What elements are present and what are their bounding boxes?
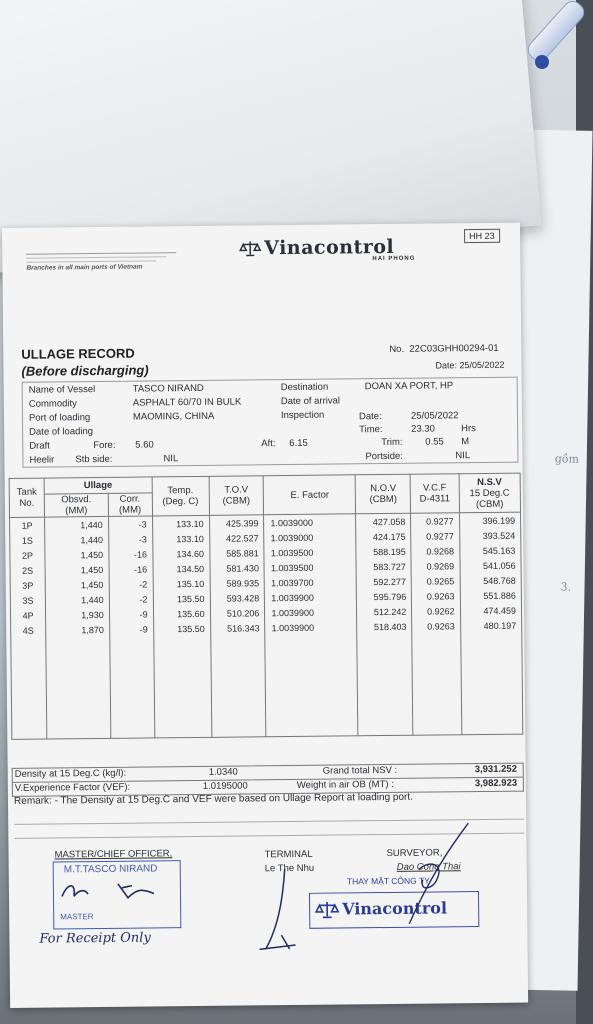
page-title — [21, 344, 148, 379]
cell-vcf: 0.9268 — [411, 543, 459, 559]
cell-tov: 589.935 — [210, 575, 265, 591]
empty-cell — [110, 678, 154, 692]
empty-cell — [460, 633, 522, 648]
cell-obsvd: 1,930 — [46, 607, 110, 623]
cell-corr: -3 — [108, 516, 152, 532]
empty-cell — [47, 707, 111, 722]
cell-tank: 1S — [10, 533, 45, 548]
master-stamp-text: M.T.TASCO NIRAND — [63, 863, 158, 876]
cell-nsv: 548.768 — [460, 573, 522, 589]
pen-tip — [535, 55, 549, 69]
tov-unit: (CBM) — [222, 495, 251, 507]
ullage-table — [9, 473, 524, 740]
trim-unit: M — [461, 436, 470, 448]
empty-cell — [11, 638, 46, 652]
empty-cell — [413, 689, 461, 704]
insp-date-value: 25/05/2022 — [410, 410, 459, 422]
cell-tank: 2S — [10, 563, 45, 578]
cell-corr: -16 — [109, 546, 153, 561]
no-value: 22C03GHH00294-01 — [409, 342, 499, 355]
cell-temp: 133.10 — [152, 515, 209, 531]
cell-nsv: 474.459 — [460, 603, 522, 619]
empty-cell — [413, 731, 461, 735]
cell-vcf: 0.9269 — [411, 558, 459, 574]
vinacontrol-logo — [240, 236, 394, 260]
trim-label: Trim: — [381, 436, 403, 449]
cell-corr: -9 — [109, 621, 153, 636]
empty-cell — [110, 720, 154, 734]
insp-date-label: Date: — [358, 411, 382, 423]
cell-vcf: 0.9262 — [412, 603, 460, 619]
vessel-info-box — [22, 377, 519, 468]
temp-unit: (Deg. C) — [162, 495, 199, 508]
empty-cell — [358, 718, 413, 733]
empty-cell — [154, 706, 211, 721]
cell-nov: 592.277 — [357, 574, 412, 590]
empty-cell — [11, 694, 46, 708]
date-loading-label: Date of loading — [29, 426, 94, 438]
corr-header: Corr. — [119, 493, 141, 505]
empty-cell — [153, 636, 210, 651]
col-nov — [356, 474, 411, 514]
empty-cell — [413, 703, 461, 718]
brand-sub: HAI PHONG — [372, 255, 416, 263]
empty-cell — [413, 717, 461, 732]
cell-nov: 588.195 — [356, 544, 411, 560]
company-address — [26, 250, 176, 273]
cell-nsv: 480.197 — [460, 618, 522, 634]
grand-value: 3,931.252 — [474, 763, 518, 776]
vessel-value: TASCO NIRAND — [132, 382, 204, 395]
master-stamp — [53, 860, 182, 929]
empty-cell — [110, 734, 154, 738]
empty-cell — [413, 675, 461, 690]
cell-vcf: 0.9277 — [411, 528, 459, 544]
cell-tov: 516.343 — [210, 620, 265, 636]
no-label: No. — [389, 343, 405, 355]
empty-cell — [154, 734, 211, 738]
empty-cell — [211, 691, 266, 706]
empty-cell — [461, 675, 523, 690]
cell-obsvd: 1,450 — [45, 562, 109, 578]
vcf-unit: D-4311 — [419, 493, 451, 505]
col-efactor: E. Factor — [263, 475, 356, 515]
cell-tov: 425.399 — [209, 515, 264, 531]
cell-ef: 1.0039500 — [264, 544, 356, 560]
cell-obsvd: 1,440 — [45, 592, 109, 608]
portside-value: NIL — [455, 450, 471, 462]
empty-cell — [110, 664, 154, 678]
cell-vcf: 0.9277 — [411, 513, 459, 529]
trim-value: 0.55 — [425, 436, 444, 448]
empty-cell — [12, 736, 47, 740]
aft-value: 6.15 — [289, 437, 308, 450]
empty-cell — [266, 732, 358, 736]
empty-cell — [412, 633, 460, 648]
empty-cell — [358, 690, 413, 705]
empty-cell — [357, 648, 412, 663]
col-vcf — [410, 474, 459, 514]
side-handwriting-2: 3. — [560, 580, 572, 594]
empty-cell — [46, 679, 110, 694]
portside-label: Portside: — [365, 450, 403, 463]
empty-cell — [46, 651, 110, 666]
cell-obsvd: 1,440 — [45, 532, 109, 548]
nov-header: N.O.V — [370, 482, 397, 495]
density-label: Density at 15 Deg.C (kg/l): — [14, 767, 127, 780]
stamp-scale-icon — [316, 900, 338, 920]
empty-cell — [266, 704, 358, 719]
cell-tov: 422.527 — [209, 530, 264, 546]
cell-tank: 3S — [10, 593, 45, 608]
col-tov — [209, 476, 264, 516]
empty-cell — [109, 636, 153, 650]
fore-label: Fore: — [93, 439, 116, 452]
cell-nov: 424.175 — [356, 529, 411, 545]
cell-ef: 1.0039000 — [264, 514, 356, 530]
empty-cell — [461, 703, 523, 718]
empty-cell — [211, 719, 266, 734]
empty-cell — [265, 634, 357, 649]
cell-obsvd: 1,440 — [45, 516, 109, 532]
empty-cell — [153, 650, 210, 665]
cell-nov: 583.727 — [356, 559, 411, 575]
nsv-sub: 15 Deg.C — [469, 487, 510, 499]
stb-label: Stb side: — [75, 453, 113, 466]
obsvd-header: Obsvd. — [61, 494, 92, 506]
empty-cell — [154, 664, 211, 679]
surveyor-signature — [388, 819, 479, 930]
empty-cell — [47, 721, 111, 736]
record-number — [389, 343, 498, 355]
cell-tank: 2P — [10, 548, 45, 563]
tank-no-header: No. — [19, 497, 35, 509]
nov-unit: (CBM) — [369, 493, 398, 506]
empty-cell — [461, 717, 523, 732]
empty-cell — [211, 733, 266, 737]
empty-cell — [46, 693, 110, 708]
arrival-label: Date of arrival — [280, 395, 341, 408]
ullage-record-sheet — [2, 223, 528, 1008]
density-value: 1.0340 — [208, 766, 238, 778]
cell-corr: -3 — [108, 531, 152, 546]
cell-nsv: 396.199 — [459, 512, 521, 528]
empty-cell — [46, 665, 110, 680]
cell-nov: 427.058 — [356, 513, 411, 529]
empty-cell — [154, 692, 211, 707]
cell-nov: 512.242 — [357, 604, 412, 620]
header-date: Date: 25/05/2022 — [435, 359, 505, 371]
empty-cell — [211, 705, 266, 720]
subtitle-text: (Before discharging) — [21, 362, 149, 379]
weight-label: Weight in air OB (MT) : — [296, 778, 394, 791]
master-role: MASTER — [60, 912, 94, 922]
empty-cell — [210, 649, 265, 664]
cell-obsvd: 1,450 — [45, 547, 109, 563]
terminal-label: TERMINAL — [264, 848, 313, 861]
remark-text: Remark: - The Density at 15 Deg.C and VEF were based on Ullage Report at loading port. — [13, 791, 413, 807]
empty-cell — [358, 732, 413, 736]
cell-ef: 1.0039900 — [265, 589, 357, 605]
vcf-header: V.C.F — [422, 482, 447, 494]
empty-cell — [11, 652, 46, 666]
nsv-unit: (CBM) — [475, 498, 504, 510]
cell-tank: 3P — [10, 578, 45, 593]
cell-temp: 133.10 — [152, 531, 209, 547]
port-loading-label: Port of loading — [28, 412, 91, 424]
cell-nsv: 551.886 — [460, 588, 522, 604]
cell-nsv: 393.524 — [459, 528, 521, 544]
cell-temp: 135.50 — [153, 591, 210, 607]
col-obsvd — [44, 493, 108, 517]
empty-cell — [266, 718, 358, 733]
cell-temp: 134.60 — [152, 546, 209, 562]
aft-label: Aft: — [261, 438, 276, 450]
cell-corr: -2 — [109, 576, 153, 591]
empty-cell — [47, 735, 111, 739]
surveyor-label: SURVEYOR, — [386, 847, 443, 860]
col-ullage: Ullage — [44, 477, 152, 494]
cell-tov: 585.881 — [209, 545, 264, 561]
tank-header: Tank — [16, 486, 37, 498]
col-temp — [152, 476, 209, 516]
draft-label: Draft — [29, 440, 50, 452]
empty-cell — [358, 662, 413, 677]
empty-cell — [154, 678, 211, 693]
totals-footer — [12, 763, 524, 797]
empty-cell — [11, 666, 46, 680]
cell-obsvd: 1,870 — [46, 622, 110, 638]
empty-cell — [110, 706, 154, 720]
empty-cell — [210, 635, 265, 650]
empty-cell — [265, 648, 357, 663]
cell-nov: 518.403 — [357, 619, 412, 635]
title-text: ULLAGE RECORD — [21, 345, 135, 362]
empty-cell — [412, 661, 460, 676]
tov-header: T.O.V — [224, 484, 249, 496]
empty-cell — [266, 690, 358, 705]
cell-tov: 510.206 — [210, 605, 265, 621]
col-corr — [108, 493, 152, 516]
vef-label: V.Experience Factor (VEF): — [14, 781, 131, 794]
cell-vcf: 0.9263 — [412, 588, 460, 604]
terminal-signature — [255, 862, 316, 956]
destination-value: DOAN XA PORT, HP — [364, 380, 454, 393]
empty-cell — [211, 677, 266, 692]
cell-temp: 134.50 — [153, 561, 210, 577]
empty-cell — [110, 692, 154, 706]
empty-cell — [266, 676, 358, 691]
cell-nsv: 541.056 — [460, 558, 522, 574]
cell-nsv: 545.163 — [459, 543, 521, 559]
stamp-brand: Vinacontrol — [342, 898, 448, 919]
vef-value: 1.0195000 — [202, 780, 248, 792]
destination-label: Destination — [280, 381, 329, 394]
empty-cell — [357, 634, 412, 649]
heel-label: Heelir — [29, 454, 55, 466]
side-handwriting: gồm — [554, 452, 580, 466]
cell-tank: 4P — [10, 608, 45, 623]
inspection-label: Inspection — [280, 409, 325, 422]
empty-cell — [265, 662, 357, 677]
empty-cell — [461, 731, 522, 735]
commodity-label: Commodity — [28, 398, 77, 410]
cell-corr: -9 — [109, 606, 153, 621]
surveyor-name: Dao Cong Thai — [396, 861, 461, 873]
cell-ef: 1.0039900 — [265, 604, 357, 620]
hrs-unit: Hrs — [461, 423, 476, 435]
empty-cell — [461, 661, 523, 676]
stb-value: NIL — [163, 453, 179, 465]
cell-tank: 1P — [10, 517, 45, 533]
table-body — [10, 512, 523, 739]
cell-tov: 593.428 — [210, 590, 265, 606]
fore-value: 5.60 — [135, 439, 154, 451]
cell-temp: 135.50 — [153, 621, 210, 637]
receipt-note: For Receipt Only — [39, 930, 151, 947]
cell-corr: -16 — [109, 561, 153, 576]
scale-icon — [240, 240, 260, 256]
temp-header: Temp. — [167, 485, 194, 497]
empty-cell — [154, 720, 211, 735]
obsvd-unit: (MM) — [65, 505, 88, 517]
cell-vcf: 0.9265 — [411, 573, 459, 589]
cell-temp: 135.60 — [153, 606, 210, 622]
cell-corr: -2 — [109, 591, 153, 606]
empty-cell — [110, 650, 154, 664]
empty-cell — [46, 637, 110, 652]
weight-value: 3,982.923 — [474, 777, 518, 790]
col-tank — [9, 478, 44, 517]
corr-unit: (MM) — [118, 504, 142, 516]
empty-cell — [211, 663, 266, 678]
commodity-value: ASPHALT 60/70 IN BULK — [132, 396, 242, 409]
empty-cell — [412, 647, 460, 662]
cell-ef: 1.0039000 — [264, 529, 356, 545]
cell-ef: 1.0039900 — [265, 619, 357, 635]
empty-cell — [12, 708, 47, 722]
empty-cell — [12, 722, 47, 736]
nsv-header: N.S.V — [476, 476, 502, 488]
cell-ef: 1.0039500 — [264, 559, 356, 575]
master-signature — [58, 877, 178, 904]
cell-tov: 581.430 — [210, 560, 265, 576]
cell-temp: 135.10 — [153, 576, 210, 592]
time-value: 23.30 — [411, 423, 435, 435]
empty-cell — [11, 680, 46, 694]
col-nsv — [459, 473, 521, 513]
cell-nov: 595.796 — [357, 589, 412, 605]
terminal-name: Le The Nhu — [264, 862, 315, 875]
brand-name: Vinacontrol — [264, 235, 395, 260]
empty-cell — [358, 704, 413, 719]
port-loading-value: MAOMING, CHINA — [132, 410, 215, 423]
empty-cell — [358, 676, 413, 691]
cell-obsvd: 1,450 — [45, 577, 109, 593]
cell-vcf: 0.9263 — [412, 618, 460, 634]
empty-cell — [460, 647, 522, 662]
cell-ef: 1.0039700 — [265, 574, 357, 590]
master-label: MASTER/CHIEF OFFICER, — [54, 848, 173, 861]
grand-label: Grand total NSV : — [322, 764, 398, 777]
company-stamp-text: THAY MẶT CÔNG TY — [346, 875, 430, 887]
time-label: Time: — [359, 424, 383, 436]
vessel-label: Name of Vessel — [28, 384, 96, 396]
branches-line: Branches in all main ports of Vietnam — [26, 263, 143, 272]
empty-cell — [461, 689, 523, 704]
cell-tank: 4S — [11, 623, 46, 638]
form-tag: HH 23 — [464, 229, 500, 243]
